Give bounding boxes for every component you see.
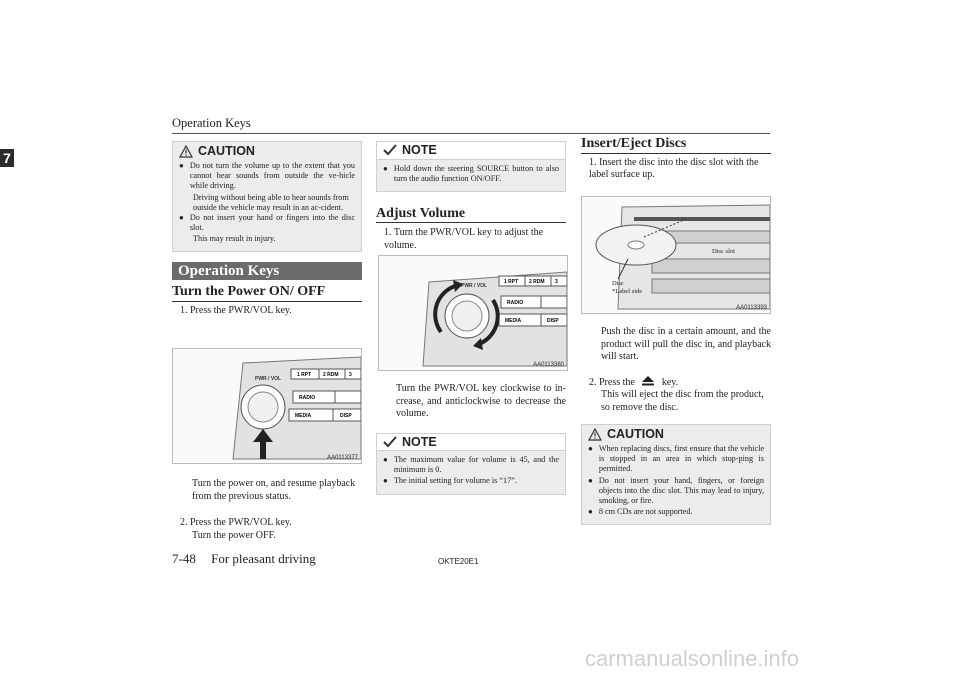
figure-code: AA0113380	[533, 362, 564, 368]
caution-heading	[588, 428, 764, 441]
figure-code: AA0113377	[327, 455, 358, 461]
three-key-label: 3	[555, 279, 558, 285]
caution-box	[581, 424, 771, 525]
rpt-key-label: 1 RPT	[297, 372, 312, 378]
checkmark-icon	[383, 144, 397, 156]
disp-key-label: DISP	[547, 318, 559, 324]
radio-panel-illustration	[379, 256, 567, 370]
note-heading	[377, 142, 565, 160]
note-box	[376, 141, 566, 192]
bullet-icon: ●	[588, 444, 593, 453]
step-1-description: Turn the power on, and resume playback from the previous status.	[192, 478, 356, 502]
media-key-label: MEDIA	[505, 318, 522, 324]
step-2-text: key.	[661, 376, 679, 388]
step-1: 1. Insert the disc into the disc slot with the label surface up.	[589, 156, 759, 180]
step-2-text: 2. Press the	[589, 376, 635, 388]
caution-bullet: ● When replacing discs, first ensure that the vehicle is stopped in an area in which stop-ping is permitted.	[588, 444, 764, 474]
caution-title: CAUTION	[607, 427, 664, 442]
chapter-tab: 7	[0, 149, 14, 167]
checkmark-icon	[383, 436, 397, 448]
caution-title: CAUTION	[198, 144, 255, 159]
running-header: Operation Keys	[172, 116, 251, 130]
caution-heading	[179, 145, 355, 158]
note-bullet: ● The maximum value for volume is 45, and the minimum is 0.	[383, 455, 559, 475]
caution-bullet: ● Do not turn the volume up to the extent that you cannot hear sounds from outside the ve-hicle while driving.	[179, 161, 355, 191]
note-box	[376, 433, 566, 495]
caution-subtext: Driving without being able to hear sounds from outside the vehicle may result in an ac-cident.	[193, 192, 349, 212]
page-number: 7-48	[172, 551, 196, 566]
step-2-description: Turn the power OFF.	[192, 529, 276, 541]
step-2: 2. Press the PWR/VOL key.	[180, 517, 292, 528]
column-left-lower	[172, 478, 362, 542]
document-code: OKTE20E1	[438, 557, 479, 566]
bullet-icon: ●	[179, 213, 184, 223]
step-1: 1. Turn the PWR/VOL key to adjust the volume.	[384, 227, 544, 251]
column-right-lower	[581, 326, 771, 525]
disc-label: Disc	[612, 280, 624, 287]
subsection-title: Insert/Eject Discs	[581, 138, 771, 154]
label-side-label: *Label side	[612, 288, 643, 295]
bullet-icon: ●	[588, 507, 593, 517]
three-key-label: 3	[349, 372, 352, 378]
bullet-icon: ●	[179, 161, 184, 170]
warning-triangle-icon	[588, 428, 602, 441]
step-2	[581, 376, 771, 390]
rpt-key-label: 1 RPT	[504, 279, 519, 285]
column-right	[581, 138, 771, 182]
figure-disc-slot	[581, 196, 771, 314]
subsection-title: Adjust Volume	[376, 208, 566, 224]
subsection-title: Turn the Power ON/ OFF	[172, 286, 362, 302]
eject-icon	[641, 376, 655, 386]
section-title: Operation Keys	[172, 262, 362, 281]
caution-subtext: This may result in injury.	[193, 234, 276, 244]
step-1-description: Turn the PWR/VOL key clockwise to in-crease, and anticlockwise to decrease the volume.	[396, 383, 566, 419]
watermark: carmanualsonline.info	[585, 646, 800, 671]
rdm-key-label: 2 RDM	[323, 372, 339, 378]
caution-box	[172, 141, 362, 252]
radio-key-label: RADIO	[507, 300, 524, 306]
pwr-vol-label: PWR / VOL	[255, 376, 282, 382]
column-middle	[376, 141, 566, 252]
media-key-label: MEDIA	[295, 413, 312, 419]
disc-slot-label: Disc slot	[712, 248, 735, 255]
figure-power-key	[172, 348, 362, 464]
disp-key-label: DISP	[340, 413, 352, 419]
note-heading	[377, 434, 565, 452]
caution-bullet: ● Do not insert your hand or fingers into the disc slot.	[179, 213, 355, 233]
bullet-icon: ●	[383, 455, 388, 464]
rdm-key-label: 2 RDM	[529, 279, 545, 285]
step-1-description: Push the disc in a certain amount, and the product will pull the disc in, and playback will start.	[601, 326, 771, 362]
bullet-icon: ●	[383, 476, 388, 486]
note-title: NOTE	[402, 434, 437, 449]
radio-key-label: RADIO	[299, 395, 316, 401]
disc-insert-illustration	[582, 197, 770, 313]
note-bullet: ● The initial setting for volume is “17”.	[383, 476, 517, 486]
step-1: 1. Press the PWR/VOL key.	[180, 304, 292, 316]
caution-bullet: ● Do not insert your hand, fingers, or foreign objects into the disc slot. This may lead to injury, smoking, or fire.	[588, 475, 764, 506]
figure-volume-knob	[378, 255, 568, 371]
footer-section: For pleasant driving	[211, 551, 316, 566]
bullet-icon: ●	[383, 163, 388, 173]
column-middle-lower	[376, 383, 566, 495]
step-2-description: This will eject the disc from the product, so remove the disc.	[601, 389, 764, 413]
page-footer	[172, 551, 316, 567]
figure-code: AA0113393	[736, 305, 767, 311]
header-rule	[172, 133, 770, 134]
column-left	[172, 141, 362, 317]
warning-triangle-icon	[179, 145, 193, 158]
bullet-icon: ●	[588, 475, 593, 485]
note-title: NOTE	[402, 143, 437, 157]
pwr-vol-label: PWR / VOL	[461, 283, 488, 289]
radio-panel-illustration	[173, 349, 361, 463]
note-bullet: ● Hold down the steering SOURCE button to also turn the audio function ON/OFF.	[383, 163, 559, 183]
caution-bullet: ● 8 cm CDs are not supported.	[588, 507, 693, 517]
